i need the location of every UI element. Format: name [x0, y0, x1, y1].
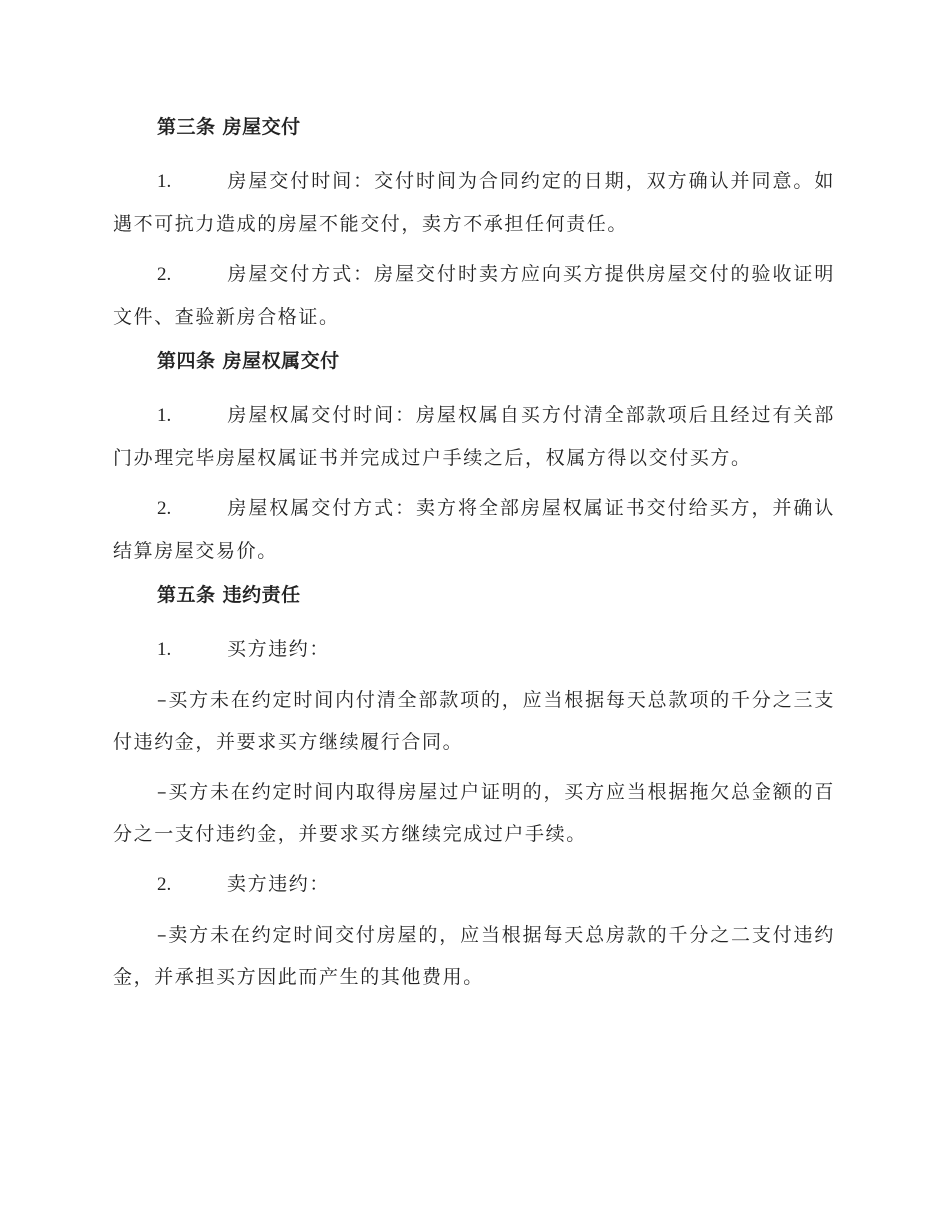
clause-paragraph [113, 863, 835, 906]
clause-number: 2. [157, 498, 172, 519]
section-article-5 [113, 580, 835, 998]
clause-text: 买方违约： [227, 638, 331, 660]
clause-number: 1. [157, 405, 172, 426]
section-heading: 第四条 房屋权属交付 [157, 350, 340, 372]
clause-number: 2. [157, 264, 172, 285]
section-article-4 [113, 346, 835, 572]
clause-text: 卖方违约： [227, 873, 331, 895]
clause-number: 1. [157, 171, 172, 192]
section-heading: 第三条 房屋交付 [157, 116, 301, 138]
clause-number: 2. [157, 874, 172, 895]
clause-paragraph [113, 394, 835, 479]
bullet-item: –买方未在约定时间内取得房屋过户证明的，买方应当根据拖欠总金额的百分之一支付违约金，并要求买方继续完成过户手续。 [113, 781, 835, 845]
clause-text: 房屋交付时间：交付时间为合同约定的日期，双方确认并同意。如遇不可抗力造成的房屋不能交付，卖方不承担任何责任。 [113, 170, 835, 235]
clause-paragraph [113, 628, 835, 671]
clause-paragraph [113, 160, 835, 245]
clause-paragraph [113, 487, 835, 572]
bullet-item: –卖方未在约定时间交付房屋的，应当根据每天总房款的千分之二支付违约金，并承担买方因此而产生的其他费用。 [113, 924, 835, 988]
clause-text: 房屋交付方式：房屋交付时卖方应向买方提供房屋交付的验收证明文件、查验新房合格证。 [113, 263, 835, 328]
section-article-3 [113, 112, 835, 338]
clause-text: 房屋权属交付方式：卖方将全部房屋权属证书交付给买方，并确认结算房屋交易价。 [113, 497, 835, 562]
clause-paragraph [113, 253, 835, 338]
bullet-item: –买方未在约定时间内付清全部款项的，应当根据每天总款项的千分之三支付违约金，并要求买方继续履行合同。 [113, 689, 835, 753]
section-heading: 第五条 违约责任 [157, 584, 301, 606]
contract-body [113, 112, 835, 1006]
clause-number: 1. [157, 639, 172, 660]
clause-text: 房屋权属交付时间：房屋权属自买方付清全部款项后且经过有关部门办理完毕房屋权属证书并完成过户手续之后，权属方得以交付买方。 [113, 404, 835, 469]
